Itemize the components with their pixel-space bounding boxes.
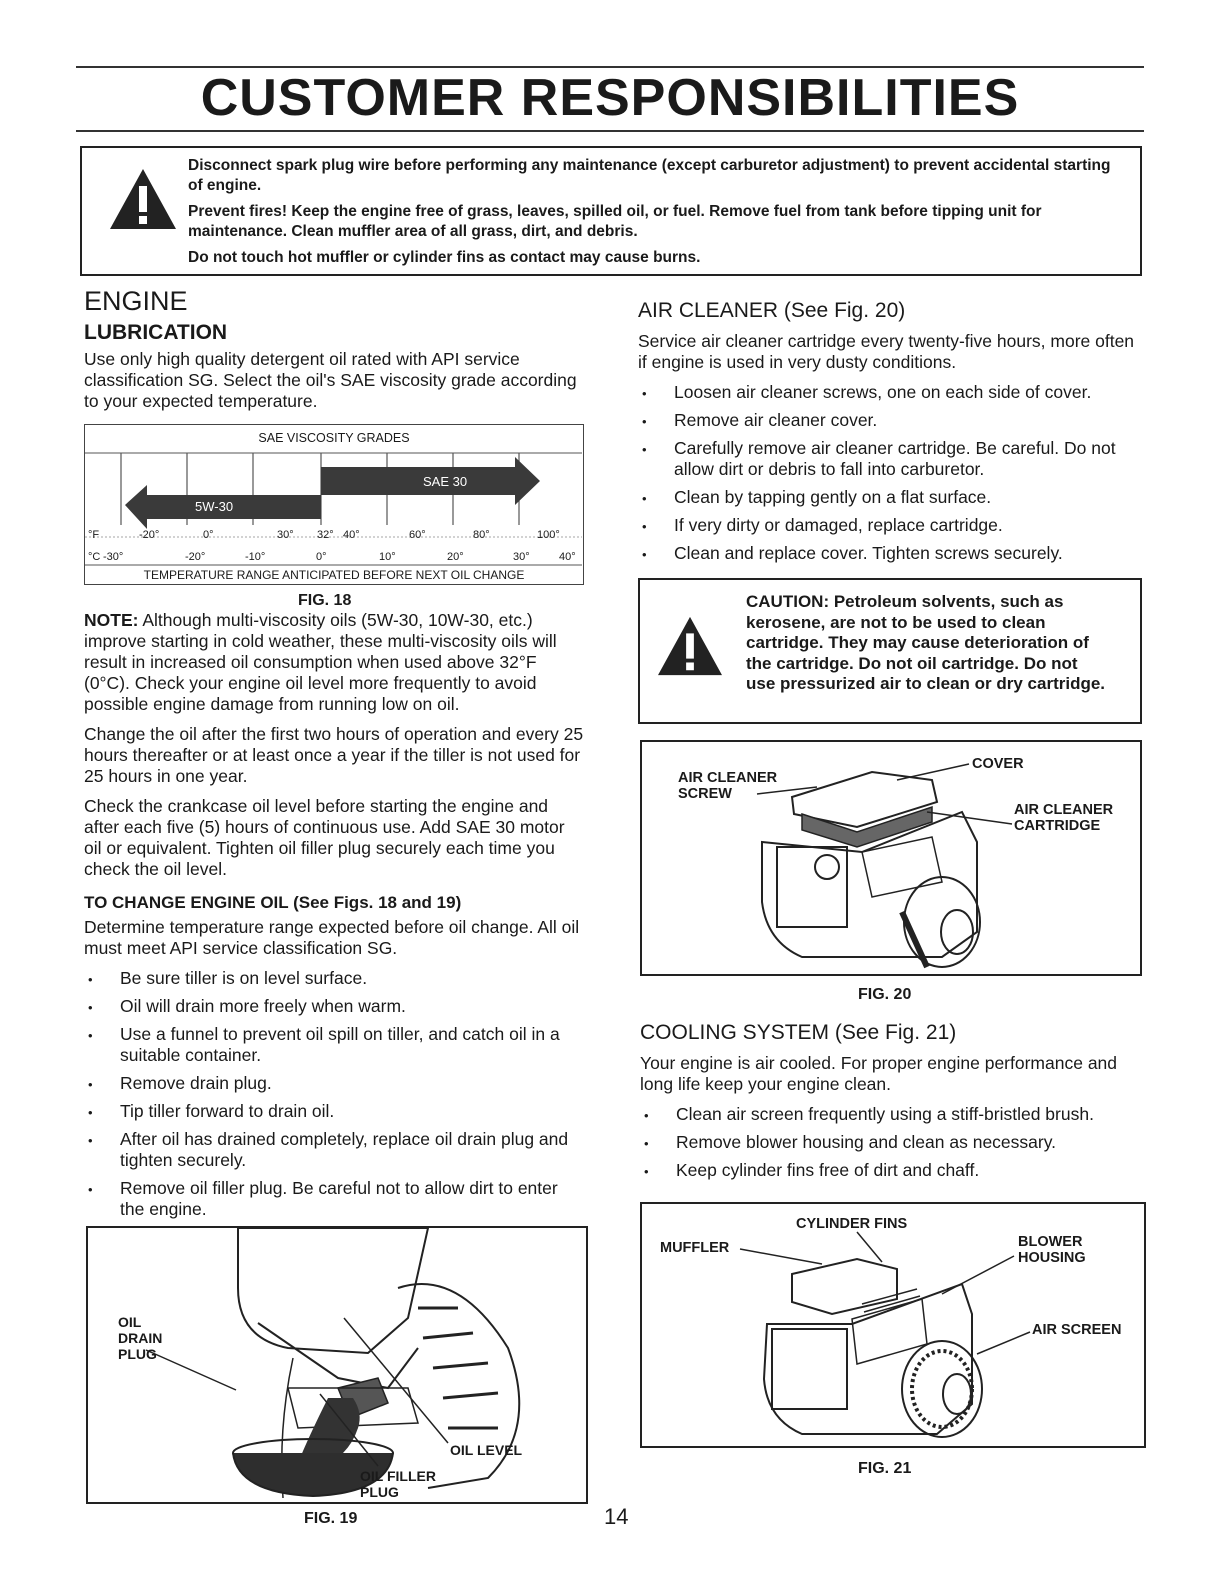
f-tick: 80° [473, 529, 490, 541]
c-tick: 0° [316, 551, 327, 563]
blower-housing-label: BLOWER HOUSING [1018, 1234, 1086, 1266]
note-text: Although multi-viscosity oils (5W-30, 10W-30, etc.) improve starting in cold weather, these multi-viscosity oils will result in increased oil consumption when used above 32°F (0°C). Check your engine oil level more frequently to avoid possible engine damage from running low on oil. [84, 610, 557, 714]
celsius-unit: °C [88, 551, 101, 563]
air-cleaner-heading: AIR CLEANER (See Fig. 20) [638, 299, 906, 322]
cylinder-fins-label: CYLINDER FINS [796, 1216, 908, 1232]
fahrenheit-unit: °F [88, 529, 100, 541]
c-tick: 20° [447, 551, 464, 563]
oil-change-interval: Change the oil after the first two hours of operation and every 25 hours thereafter or at least once a year if the tiller is not used for 25 hours in one year. [84, 724, 584, 786]
list-item: • Clean air screen frequently using a stiff-bristled brush. [640, 1104, 1144, 1125]
list-item: • Remove drain plug. [84, 1073, 586, 1094]
list-item: • Clean and replace cover. Tighten screws securely. [638, 543, 1144, 564]
air-screen-label: AIR SCREEN [1032, 1322, 1122, 1338]
cover-label: COVER [972, 756, 1024, 772]
oil-level-check: Check the crankcase oil level before starting the engine and after each five (5) hours of continuous use. Add SAE 30 motor oil or equivalent. Tighten oil filler plug securely each time you check the oil level. [84, 796, 565, 879]
c-tick: 10° [379, 551, 396, 563]
cooling-section [640, 1022, 1144, 1188]
f-tick: 40° [343, 529, 360, 541]
list-item: • Oil will drain more freely when warm. [84, 996, 586, 1017]
oil-notes-section [84, 610, 586, 1276]
5w30-label: 5W-30 [195, 499, 234, 514]
list-item: • Remove blower housing and clean as necessary. [640, 1132, 1144, 1153]
change-oil-heading: TO CHANGE ENGINE OIL (See Figs. 18 and 19) [84, 893, 462, 912]
cooling-intro: Your engine is air cooled. For proper engine performance and long life keep your engine clean. [640, 1053, 1118, 1094]
warning-triangle-icon [656, 614, 724, 678]
oil-filler-plug-label: OIL FILLER PLUG [360, 1468, 436, 1500]
note-label: NOTE: [84, 610, 139, 630]
oil-drain-plug-label: OIL DRAIN PLUG [118, 1314, 163, 1362]
oil-drain-drawing [88, 1228, 586, 1502]
fig20-illustration [640, 740, 1142, 976]
list-item: • Clean by tapping gently on a flat surface. [638, 487, 1144, 508]
c-tick: -30° [103, 551, 124, 563]
f-tick: 30° [277, 529, 294, 541]
fig19-illustration [86, 1226, 588, 1504]
safety-warning-box [80, 146, 1142, 276]
list-item: • Remove oil filler plug. Be careful not to allow dirt to enter the engine. [84, 1178, 586, 1220]
fig20-caption: FIG. 20 [858, 986, 912, 1003]
warning-line-3: Do not touch hot muffler or cylinder fins as contact may cause burns. [188, 249, 701, 266]
list-item: • Be sure tiller is on level surface. [84, 968, 586, 989]
lubrication-section [84, 322, 586, 421]
page-number: 14 [604, 1504, 629, 1529]
cooling-steps [640, 1104, 1144, 1181]
f-tick: 100° [537, 529, 560, 541]
viscosity-chart [84, 424, 584, 585]
list-item: • Use a funnel to prevent oil spill on tiller, and catch oil in a suitable container. [84, 1024, 586, 1066]
muffler-label: MUFFLER [660, 1240, 730, 1256]
fig21-caption: FIG. 21 [858, 1460, 912, 1477]
cooling-heading: COOLING SYSTEM (See Fig. 21) [640, 1021, 957, 1044]
list-item: • If very dirty or damaged, replace cartridge. [638, 515, 1144, 536]
warning-line-2: Prevent fires! Keep the engine free of grass, leaves, spilled oil, or fuel. Remove fuel from tank before tipping unit for maintenance. Clean muffler area of all grass, dirt, and debris. [188, 203, 1042, 240]
fig18-caption: FIG. 18 [298, 592, 352, 609]
fig19-caption: FIG. 19 [304, 1510, 358, 1527]
engine-heading: ENGINE [84, 286, 188, 316]
air-cleaner-section [638, 300, 1144, 571]
viscosity-chart-title: SAE VISCOSITY GRADES [258, 431, 410, 445]
change-oil-intro: Determine temperature range expected before oil change. All oil must meet API service classification SG. [84, 917, 580, 958]
note-paragraph [84, 610, 586, 715]
warning-triangle-icon [108, 166, 178, 232]
air-cleaner-cartridge-label: AIR CLEANER CARTRIDGE [1014, 802, 1114, 834]
air-cleaner-screw-label: AIR CLEANER SCREW [678, 770, 778, 802]
list-item: • Carefully remove air cleaner cartridge. Be careful. Do not allow dirt or debris to fall into carburetor. [638, 438, 1144, 480]
f-tick: 32° [317, 529, 334, 541]
change-oil-steps [84, 968, 586, 1269]
viscosity-chart-footer: TEMPERATURE RANGE ANTICIPATED BEFORE NEXT OIL CHANGE [143, 568, 525, 582]
lubrication-intro: Use only high quality detergent oil rated with API service classification SG. Select the oil's SAE viscosity grade according to your expected temperature. [84, 349, 577, 411]
air-cleaner-steps [638, 382, 1144, 564]
caution-text: CAUTION: Petroleum solvents, such as kerosene, are not to be used to clean cartridge. They may cause deterioration of the cartridge. Do not oil cartridge. Do not use pressurized air to clean or dry cartridge. [746, 592, 1106, 693]
list-item: • Loosen air cleaner screws, one on each side of cover. [638, 382, 1144, 403]
c-tick: -20° [185, 551, 206, 563]
c-tick: 30° [513, 551, 530, 563]
list-item: • Remove air cleaner cover. [638, 410, 1144, 431]
c-tick: -10° [245, 551, 266, 563]
viscosity-chart-graphic [85, 425, 582, 583]
f-tick: -20° [139, 529, 160, 541]
list-item: • Tip tiller forward to drain oil. [84, 1101, 586, 1122]
sae30-label: SAE 30 [423, 474, 468, 489]
warning-line-1: Disconnect spark plug wire before performing any maintenance (except carburetor adjustment) to prevent accidental starting of engine. [188, 157, 1111, 194]
list-item: • Keep cylinder fins free of dirt and chaff. [640, 1160, 1144, 1181]
f-tick: 0° [203, 529, 214, 541]
air-cleaner-intro: Service air cleaner cartridge every twenty-five hours, more often if engine is used in very dusty conditions. [638, 331, 1135, 372]
c-tick: 40° [559, 551, 576, 563]
oil-level-label: OIL LEVEL [450, 1442, 523, 1458]
fig21-illustration [640, 1202, 1146, 1448]
caution-box [638, 578, 1142, 724]
page-title: CUSTOMER RESPONSIBILITIES [200, 69, 1020, 127]
lubrication-heading: LUBRICATION [84, 321, 228, 344]
f-tick: 60° [409, 529, 426, 541]
header-rule-bottom [76, 130, 1144, 132]
list-item: • After oil has drained completely, replace oil drain plug and tighten securely. [84, 1129, 586, 1171]
